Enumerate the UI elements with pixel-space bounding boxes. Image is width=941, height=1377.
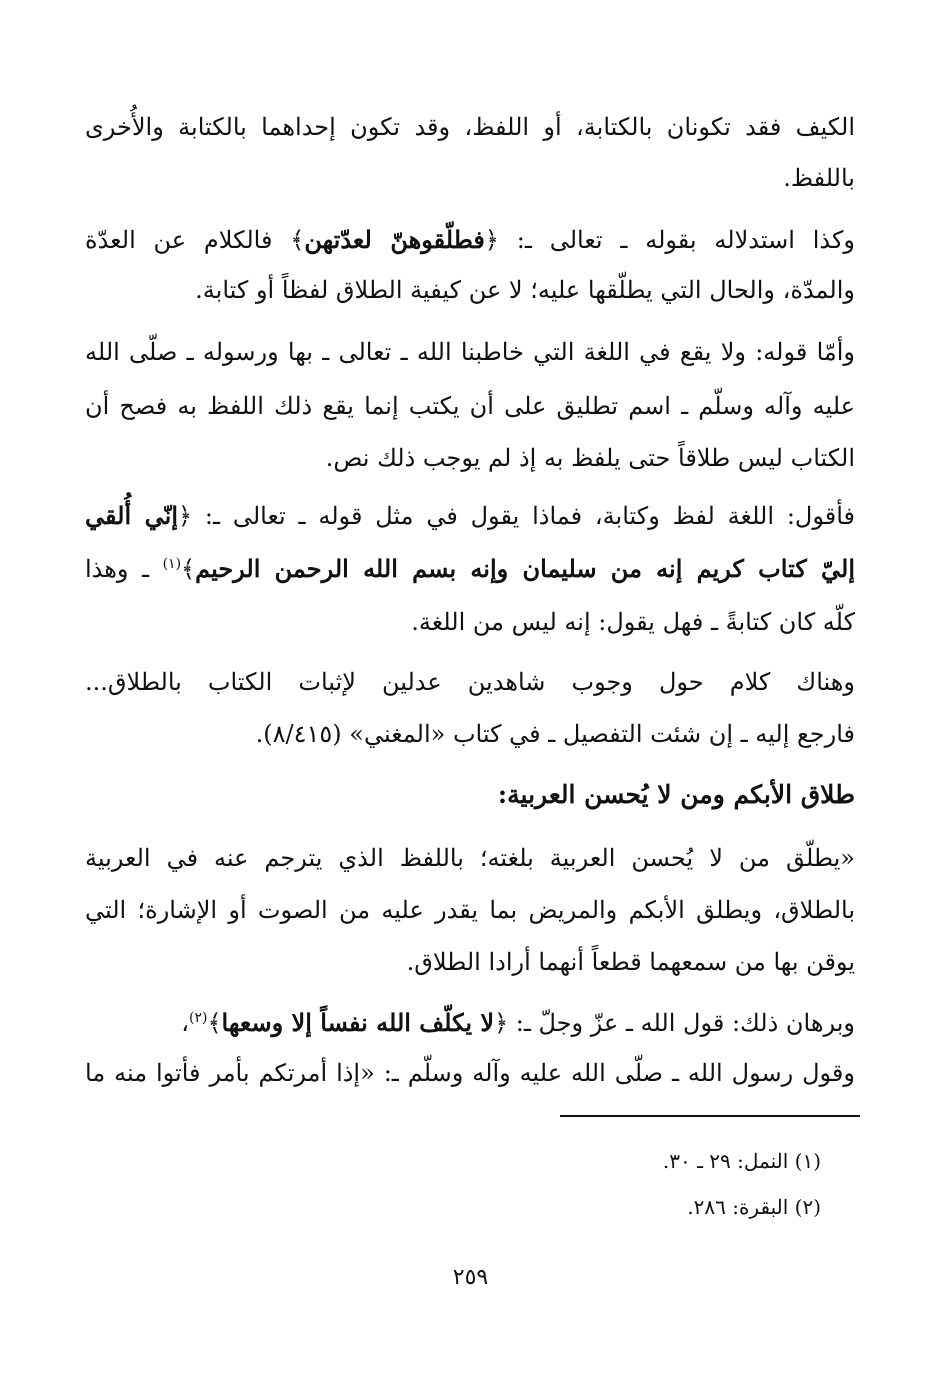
body-text-line: وهناك كلام حول وجوب شاهدين عدلين لإثبات الكتاب بالطلاق... xyxy=(85,668,855,696)
text-run: ﴾ xyxy=(181,555,196,583)
body-text-line: والمدّة، والحال التي يطلّقها عليه؛ لا عن كيفية الطلاق لفظاً أو كتابة. xyxy=(195,276,855,304)
text-run: ـ وهذا xyxy=(85,555,163,583)
body-text-line: «يطلّق من لا يُحسن العربية بلغته؛ باللفظ الذي يترجم عنه في العربية xyxy=(85,844,855,872)
text-run: ﴾ xyxy=(207,1009,222,1037)
body-text-line: باللفظ. xyxy=(783,164,855,192)
text-run: وبرهان ذلك: قول الله ـ عزّ وجلّ ـ: ﴿ xyxy=(494,1009,855,1037)
body-text-line xyxy=(85,220,855,260)
footnote-ref: (٢) xyxy=(189,1010,208,1026)
body-text-line: يوقن بها من سمعهما قطعاً أنهما أرادا الطلاق. xyxy=(406,948,855,976)
footnote: (٢) البقرة: ٢٨٦. xyxy=(687,1195,821,1219)
quran-quote: لا يكلّف الله نفساً إلا وسعها xyxy=(221,1008,495,1037)
body-text-line: الكتاب ليس طلاقاً حتى يلفظ به إذ لم يوجب ذلك نص. xyxy=(325,444,855,472)
text-run: ﴾ فالكلام عن العدّة xyxy=(85,226,305,254)
body-text-line xyxy=(85,496,855,536)
body-text-line xyxy=(85,549,855,589)
text-run: وكذا استدلاله بقوله ـ تعالى ـ: ﴿ xyxy=(484,226,855,254)
section-heading: طلاق الأبكم ومن لا يُحسن العربية: xyxy=(497,780,855,809)
body-text-line: وأمّا قوله: ولا يقع في اللغة التي خاطبنا الله ـ تعالى ـ بها ورسوله ـ صلّى الله xyxy=(85,338,855,366)
body-text-line xyxy=(85,1003,855,1043)
quran-quote: إنّي أُلقي xyxy=(85,501,179,530)
body-text-line: وقول رسول الله ـ صلّى الله عليه وآله وسلّم ـ: «إذا أمرتكم بأمر فأتوا منه ما xyxy=(85,1059,855,1087)
footnote: (١) النمل: ٢٩ ـ ٣٠. xyxy=(662,1149,821,1173)
body-text-line: عليه وآله وسلّم ـ اسم تطليق على أن يكتب إنما يقع ذلك اللفظ به فصح أن xyxy=(85,392,855,420)
page-number: ٢٥٩ xyxy=(452,1265,489,1290)
text-run: فأقول: اللغة لفظ وكتابة، فماذا يقول في مثل قوله ـ تعالى ـ: ﴿ xyxy=(178,502,856,530)
quran-quote: إليّ كتاب كريم إنه من سليمان وإنه بسم الله الرحمن الرحيم xyxy=(195,554,855,583)
text-run: ، xyxy=(181,1009,189,1037)
body-text-line: بالطلاق، ويطلق الأبكم والمريض بما يقدر عليه من الصوت أو الإشارة؛ التي xyxy=(85,896,855,924)
body-text-line: فارجع إليه ـ إن شئت التفصيل ـ في كتاب «المغني» (٨/٤١٥). xyxy=(255,720,855,748)
body-text-line: كلّه كان كتابةً ـ فهل يقول: إنه ليس من اللغة. xyxy=(411,608,855,636)
footnote-ref: (١) xyxy=(162,556,182,572)
quran-quote: فطلّقوهنّ لعدّتهن xyxy=(304,225,485,254)
footnote-separator xyxy=(560,1115,860,1117)
body-text-line: الكيف فقد تكونان بالكتابة، أو اللفظ، وقد تكون إحداهما بالكتابة والأُخرى xyxy=(85,113,855,141)
